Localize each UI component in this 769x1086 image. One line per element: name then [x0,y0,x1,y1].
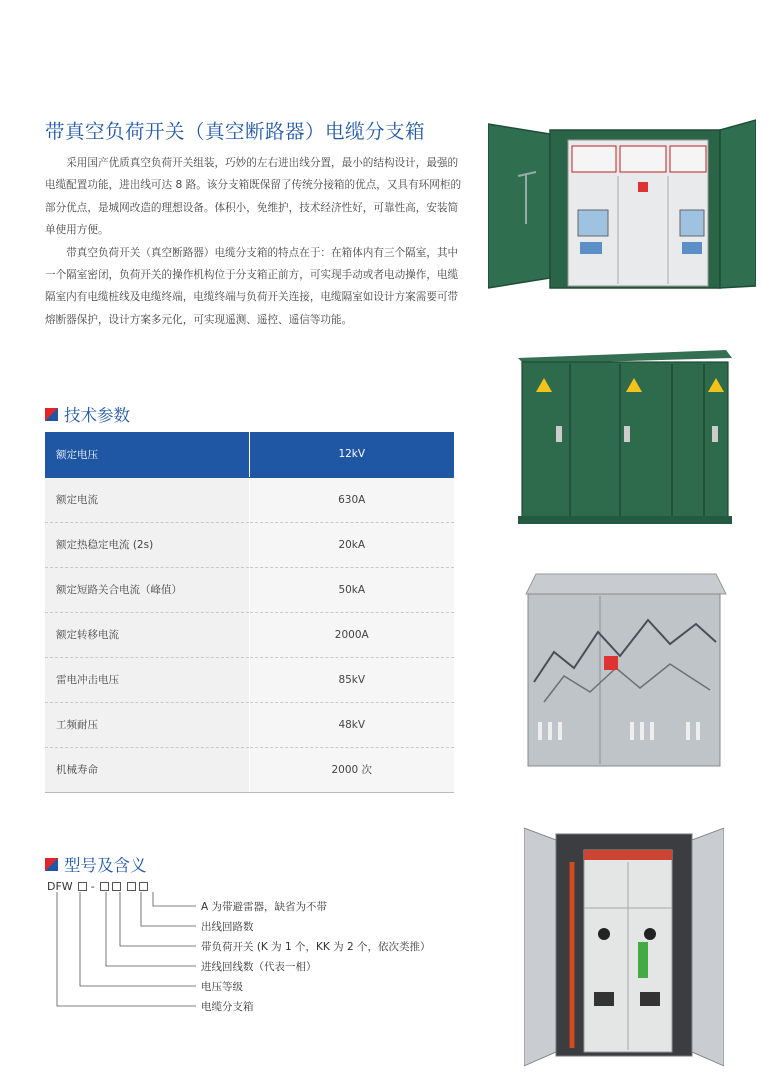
product-photo-grey-painted [520,572,728,768]
model-prefix: DFW [47,880,73,893]
code-box [78,882,87,891]
spec-value: 2000 次 [249,747,454,792]
specs-heading-label: 技术参数 [64,406,130,425]
spec-table [45,432,454,793]
legend-item: 电压等级 [201,981,243,993]
table-row [45,702,454,747]
spec-label: 额定电压 [45,432,249,477]
code-box [100,882,109,891]
legend-item: 电缆分支箱 [201,1001,254,1013]
table-row [45,612,454,657]
spec-label: 工频耐压 [45,702,249,747]
page-title: 带真空负荷开关（真空断路器）电缆分支箱 [45,120,426,143]
product-photo-open-green [488,118,756,294]
spec-label: 额定短路关合电流（峰值） [45,567,249,612]
specs-heading [45,402,130,426]
table-row [45,432,454,477]
spec-value: 85kV [249,657,454,702]
model-code [47,880,148,893]
spec-label: 额定转移电流 [45,612,249,657]
section-marker-icon [45,858,58,871]
spec-label: 机械寿命 [45,747,249,792]
table-row [45,747,454,792]
table-row [45,657,454,702]
product-photo-open-stainless [524,822,724,1068]
spec-value: 50kA [249,567,454,612]
legend-item: A 为带避雷器，缺省为不带 [201,901,328,913]
spec-label: 额定电流 [45,477,249,522]
intro-paragraph-2: 带真空负荷开关（真空断路器）电缆分支箱的特点在于：在箱体内有三个隔室，其中一个隔室密闭，负荷开关的操作机构位于分支箱正前方，可实现手动或者电动操作，电缆隔室内有电缆桩线及电缆终端，电缆终端与负荷开关连接，电缆隔室如设计方案需要可带熔断器保护，设计方案多元化，可实现遥测、遥控、遥信等功能。 [45,246,459,326]
model-heading-label: 型号及含义 [64,856,147,875]
spec-label: 雷电冲击电压 [45,657,249,702]
code-box [112,882,121,891]
spec-value: 2000A [249,612,454,657]
legend-item: 带负荷开关 (K 为 1 个，KK 为 2 个，依次类推） [201,941,431,953]
spec-value: 48kV [249,702,454,747]
spec-value: 20kA [249,522,454,567]
spec-value: 12kV [249,432,454,477]
section-marker-icon [45,408,58,421]
table-row [45,477,454,522]
intro-text [45,152,465,331]
table-row [45,567,454,612]
code-box [139,882,148,891]
legend-item: 出线回路数 [201,921,254,933]
code-box [127,882,136,891]
intro-paragraph-1: 采用国产优质真空负荷开关组装，巧妙的左右进出线分置，最小的结构设计，最强的电缆配置功能，进出线可达 8 路。该分支箱既保留了传统分接箱的优点，又具有环网柜的部分优点，是城网改造的理想设备。体积小，免维护，技术经济性好，可靠性高，安装简单使用方便。 [45,157,462,237]
spec-value: 630A [249,477,454,522]
product-photo-closed-green [516,348,732,526]
spec-label: 额定热稳定电流 (2s) [45,522,249,567]
model-heading [45,852,147,876]
legend-item: 进线回线数（代表一相） [201,961,317,973]
model-dash: - [90,880,95,893]
table-row [45,522,454,567]
